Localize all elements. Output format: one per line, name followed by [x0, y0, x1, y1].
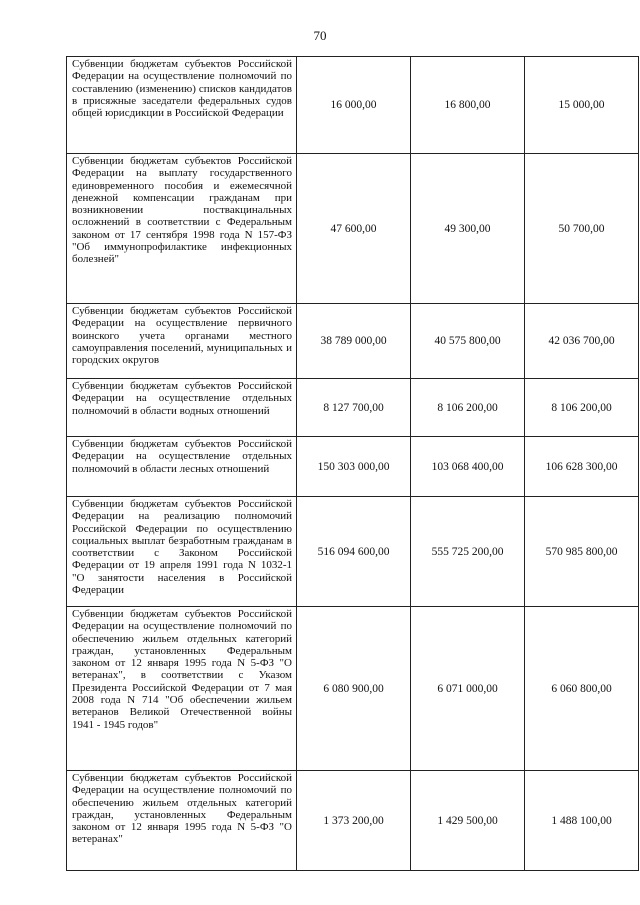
value-cell: 6 080 900,00 — [297, 607, 411, 771]
table-row — [67, 607, 639, 771]
value-cell: 42 036 700,00 — [525, 304, 639, 379]
value-cell: 38 789 000,00 — [297, 304, 411, 379]
row-description: Субвенции бюджетам субъектов Российской Федерации на реализацию полномочий Российской Федерации по осуществлению социальных выплат безработным гражданам в соответствии с Законом Российской Федерации от 19 апреля 1991 года N 1032-1 "О занятости населения в Российской Федерации — [67, 497, 297, 607]
value-cell: 516 094 600,00 — [297, 497, 411, 607]
row-description: Субвенции бюджетам субъектов Российской Федерации на осуществление полномочий по обеспечению жильем отдельных категорий граждан, установленных Федеральным законом от 12 января 1995 года N 5-ФЗ "О ветеранах", в соответствии с Указом Президента Российской Федерации от 7 мая 2008 года N 714 "Об обеспечении жильем ветеранов Великой Отечественной войны 1941 - 1945 годов" — [67, 607, 297, 771]
value-cell: 16 800,00 — [411, 57, 525, 154]
value-cell: 8 127 700,00 — [297, 379, 411, 437]
table-row — [67, 771, 639, 871]
table-row — [67, 57, 639, 154]
value-cell: 8 106 200,00 — [525, 379, 639, 437]
value-cell: 49 300,00 — [411, 154, 525, 304]
table-row — [67, 497, 639, 607]
subventions-table — [66, 56, 639, 871]
value-cell: 1 488 100,00 — [525, 771, 639, 871]
table-row — [67, 437, 639, 497]
value-cell: 570 985 800,00 — [525, 497, 639, 607]
value-cell: 555 725 200,00 — [411, 497, 525, 607]
row-description: Субвенции бюджетам субъектов Российской Федерации на выплату государственного единовременного пособия и ежемесячной денежной компенсации гражданам при возникновении поствакцинальных осложнений в соответствии с Федеральным законом от 17 сентября 1998 года N 157-ФЗ "Об иммунопрофилактике инфекционных болезней" — [67, 154, 297, 304]
page-number: 70 — [313, 28, 327, 43]
value-cell: 150 303 000,00 — [297, 437, 411, 497]
value-cell: 103 068 400,00 — [411, 437, 525, 497]
table-row — [67, 154, 639, 304]
row-description: Субвенции бюджетам субъектов Российской Федерации на осуществление полномочий по составлению (изменению) списков кандидатов в присяжные заседатели федеральных судов общей юрисдикции в Российской Федерации — [67, 57, 297, 154]
value-cell: 40 575 800,00 — [411, 304, 525, 379]
value-cell: 1 429 500,00 — [411, 771, 525, 871]
value-cell: 6 071 000,00 — [411, 607, 525, 771]
row-description: Субвенции бюджетам субъектов Российской Федерации на осуществление отдельных полномочий в области водных отношений — [67, 379, 297, 437]
value-cell: 8 106 200,00 — [411, 379, 525, 437]
table-row — [67, 379, 639, 437]
value-cell: 106 628 300,00 — [525, 437, 639, 497]
table-row — [67, 304, 639, 379]
value-cell: 16 000,00 — [297, 57, 411, 154]
value-cell: 6 060 800,00 — [525, 607, 639, 771]
row-description: Субвенции бюджетам субъектов Российской Федерации на осуществление полномочий по обеспечению жильем отдельных категорий граждан, установленных Федеральным законом от 12 января 1995 года N 5-ФЗ "О ветеранах" — [67, 771, 297, 871]
value-cell: 1 373 200,00 — [297, 771, 411, 871]
value-cell: 15 000,00 — [525, 57, 639, 154]
value-cell: 50 700,00 — [525, 154, 639, 304]
row-description: Субвенции бюджетам субъектов Российской Федерации на осуществление первичного воинского учета органами местного самоуправления поселений, муниципальных и городских округов — [67, 304, 297, 379]
row-description: Субвенции бюджетам субъектов Российской Федерации на осуществление отдельных полномочий в области лесных отношений — [67, 437, 297, 497]
value-cell: 47 600,00 — [297, 154, 411, 304]
